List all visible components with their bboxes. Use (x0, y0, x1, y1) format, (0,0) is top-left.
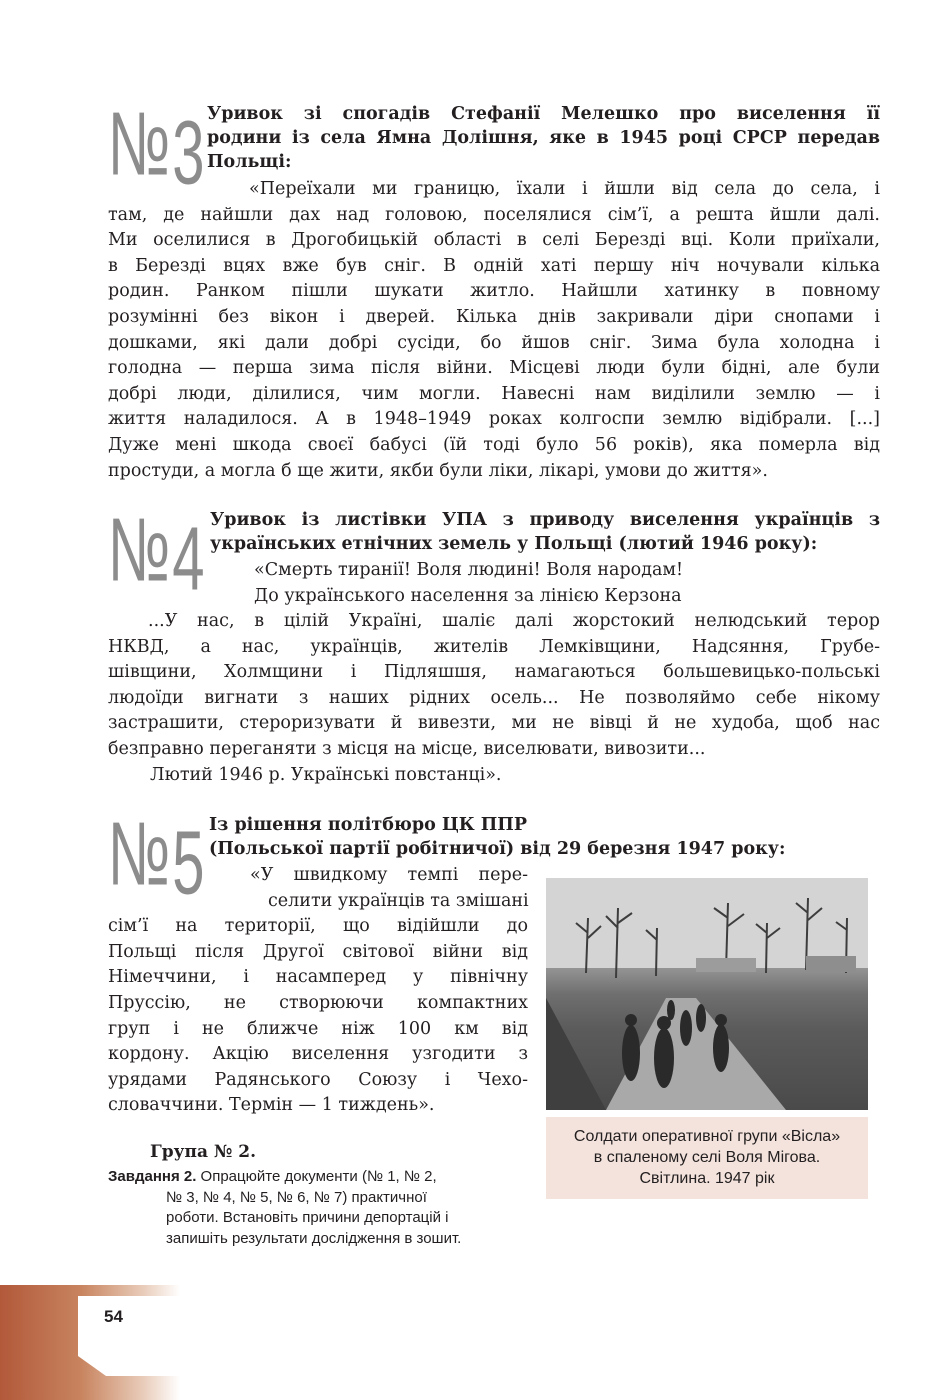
heading-line: Уривок із листівки УПА з приводу виселення українців з (210, 510, 880, 530)
text-line: родин. Ранком пішли шукати житло. Найшли хатинку в повному (108, 281, 880, 302)
task-line: запишіть результати дослідження в зошит. (166, 1229, 462, 1247)
text-line: ...У нас, в цілій Україні, шаліє далі жорстокий нелюдський терор (148, 611, 880, 631)
task-label: Завдання 2. (108, 1168, 197, 1185)
task-line (108, 1167, 528, 1188)
task-line: № 3, № 4, № 5, № 6, № 7) практичної (166, 1188, 427, 1206)
text-line: Дуже мені шкода своєї бабусі (їй тоді було 56 років), яка померла від (108, 434, 880, 455)
text-line: словаччини. Термін — 1 тиждень». (108, 1095, 435, 1116)
text-line: застрашити, стероризувати й вивезти, ми не вівці й не худоба, щоб нас (108, 713, 880, 734)
text-line: там, де найшли дах над головою, поселялися сім’ї, а решта йшли далі. (108, 204, 880, 225)
document-5-text (108, 863, 528, 1119)
photo-illustration (546, 878, 868, 1110)
text-line: Німеччини, і насамперед у північну (108, 967, 528, 988)
text-line: Польщі після Другої світової війни від (108, 941, 528, 962)
text-line: Лютий 1946 р. Українські повстанці». (150, 764, 502, 785)
heading-line: Уривок зі спогадів Стефанії Мелешко про виселення її (207, 104, 880, 124)
text-line: кордону. Акцію виселення узгодити з (108, 1044, 528, 1065)
text-line: «Переїхали ми границю, їхали і йшли від села до села, і (249, 179, 880, 199)
text-line: голодна — перша зима після війни. Місцеві люди були бідні, але були (108, 358, 880, 379)
photo-caption (546, 1117, 868, 1199)
heading-line: українських етнічних земель у Польщі (лютий 1946 року): (210, 534, 818, 554)
document-3-heading (207, 102, 880, 174)
page-number: 54 (104, 1307, 123, 1326)
number-digit: 3 (172, 103, 203, 204)
task-line: роботи. Встановіть причини депортацій і (166, 1209, 449, 1226)
number-digit: 4 (172, 509, 203, 610)
text-line: розумінні без вікон і дверей. Кілька днів закривали діри снопами і (108, 306, 880, 327)
number-sign: № (108, 499, 169, 601)
text-line: селити українців та змішані (268, 890, 529, 911)
caption-line: Світлина. 1947 рік (639, 1170, 775, 1187)
text-line: шівщини, Холмщини і Підляшшя, намагаються большевицько-польські (108, 662, 880, 683)
document-3-text (108, 177, 880, 484)
text-line: До українського населення за лінією Керзона (254, 585, 682, 606)
text-line: НКВД, а нас, українців, жителів Лемківщини, Надсяння, Грубе- (108, 636, 880, 657)
text-line: в Березді вцях вже був сніг. В одній хаті першу ніч ночували кілька (108, 255, 880, 276)
text-line: простуди, а могла б ще жити, якби були ліки, лікарі, умови до життя». (108, 460, 768, 481)
text-line: «Смерть тиранії! Воля людині! Воля народам! (254, 560, 684, 580)
task-block (108, 1167, 528, 1249)
heading-line: Із рішення політбюро ЦК ППР (209, 815, 527, 835)
text-line: життя наладилося. А в 1948–1949 роках колгоспи землю відібрали. [...] (108, 409, 880, 430)
text-line: Пруссію, не створюючи компактних (108, 992, 528, 1013)
text-line: груп і не ближче ніж 100 км від (108, 1018, 528, 1039)
number-sign: № (108, 93, 169, 195)
caption-line: в спаленому селі Воля Мігова. (593, 1149, 821, 1166)
task-text: Опрацюйте документи (№ 1, № 2, (196, 1168, 437, 1185)
heading-line: (Польської партії робітничої) від 29 березня 1947 року: (209, 839, 786, 859)
historical-photo (546, 878, 868, 1110)
document-5-heading (209, 813, 829, 861)
text-line: «У швидкому темпі пере- (250, 865, 528, 885)
page-number-tab (78, 1296, 180, 1376)
text-line: безправно переганяти з місця на місце, виселювати, вивозити... (108, 738, 706, 759)
text-line: Ми оселилися в Дрогобицькій області в селі Березді вці. Коли приїхали, (108, 230, 880, 251)
document-4-text (108, 609, 880, 788)
number-digit: 5 (172, 813, 203, 914)
document-4-heading (210, 508, 880, 556)
group-title: Група № 2. (150, 1142, 257, 1162)
heading-line: родини із села Ямна Долішня, яке в 1945 році СРСР передав (207, 128, 880, 148)
document-4-intro (108, 558, 880, 609)
text-line: дошками, які дали добрі сусіди, бо йшов сніг. Зима була холодна і (108, 332, 880, 353)
heading-line: Польщі: (207, 152, 292, 172)
number-sign: № (108, 803, 169, 905)
text-line: сім’ї на території, що відійшли до (108, 916, 528, 937)
caption-line: Солдати оперативної групи «Вісла» (573, 1128, 841, 1145)
text-line: добрі люди, ділилися, чим могли. Навесні нам виділили землю — і (108, 383, 880, 404)
text-line: урядами Радянського Союзу і Чехо- (108, 1069, 528, 1090)
text-line: людоїди вигнати з наших рідних осель... Не позволяймо себе нікому (108, 687, 880, 708)
